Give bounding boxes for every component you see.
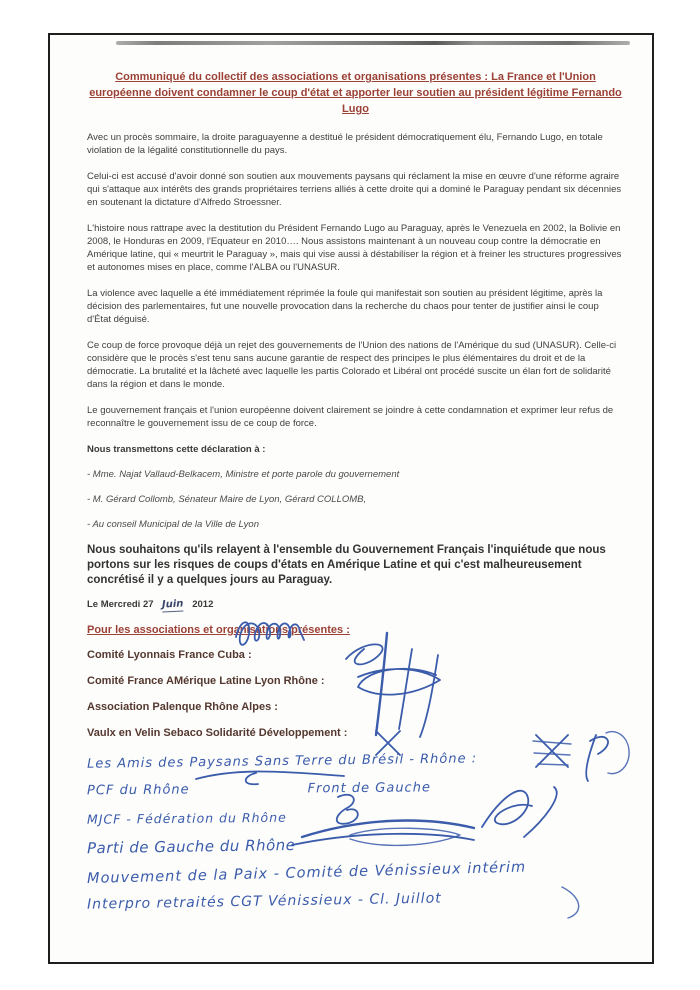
handwritten-line-mouvement-paix: Mouvement de la Paix - Comité de Vénissieux intérim — [86, 859, 527, 888]
org-label-sebaco: Vaulx en Velin Sebaco Solidarité Développement : — [87, 727, 348, 739]
handwritten-front-de-gauche: Front de Gauche — [307, 780, 431, 797]
org-label-palenque: Association Palenque Rhône Alpes : — [87, 701, 278, 713]
page-frame — [48, 33, 654, 964]
scan-artifact-line — [116, 41, 630, 45]
paragraph-1: Avec un procès sommaire, la droite paraguayenne a destitué le président démocratiquement élu, Fernando Lugo, en totale violation de la légalité constitutionnelle du pays. — [87, 132, 603, 156]
paragraph-6: Le gouvernement français et l'union européenne doivent clairement se joindre à cette condamnation et exprimer leur refus de reconnaître le gouvernement issu de ce coup de force. — [87, 405, 614, 429]
handwritten-line-amis-paysans: Les Amis des Paysans Sans Terre du Brésil - Rhône : — [86, 751, 478, 772]
handwritten-line-pcf-front — [87, 779, 624, 799]
handwritten-line-cgt: Interpro retraités CGT Vénissieux - Cl. Juillot — [86, 890, 442, 913]
date-year: 2012 — [192, 599, 214, 610]
recipient-line-1: - Mme. Najat Vallaud-Belkacem, Ministre et porte parole du gouvernement — [87, 469, 400, 480]
org-label-france-cuba: Comité Lyonnais France Cuba : — [87, 649, 252, 661]
bold-statement: Nous souhaitons qu'ils relayent à l'ensemble du Gouvernement Français l'inquiétude que nous portons sur les risques de coups d'états en Amérique Latine et qui c'est malheureusement concrétisé il y a quelques jours au Paraguay. — [87, 544, 606, 586]
recipient-line-3: - Au conseil Municipal de la Ville de Lyon — [87, 519, 259, 530]
org-label-amerique-latine: Comité France AMérique Latine Lyon Rhône : — [87, 675, 325, 687]
handwritten-line-mjcf: MJCF - Fédération du Rhône — [86, 809, 287, 827]
date-prefix: Le Mercredi 27 — [87, 599, 154, 610]
paragraph-3: L'histoire nous rattrape avec la destitution du Président Fernando Lugo au Paraguay, après le Venezuela en 2002, la Bolivie en 2008, le Honduras en 2009, l'Equateur en 2010…. Nous assistons maintenant à un nouveau coup contre la démocratie en Amérique latine, qui « meurtrit le Paraguay », mais qui vise aussi à déstabiliser la région et à freiner les structures progressives et autonomes mises en place, comme l'ALBA ou l'UNASUR. — [87, 223, 622, 273]
handwritten-signatures-block — [86, 751, 624, 913]
date-month-handwritten: Juin — [161, 598, 184, 611]
handwritten-line-parti-de-gauche: Parti de Gauche du Rhône — [86, 835, 296, 858]
document-title: Communiqué du collectif des associations et organisations présentes : La France et l'Union européenne doivent condamner le coup d'état et apporter leur soutien au président légitime Fernando Lugo — [89, 71, 622, 115]
paragraph-5: Ce coup de force provoque déjà un rejet des gouvernements de l'Union des nations de l'Amérique du sud (UNASUR). Celle-ci considère que le procès s'est tenu sans aucune garantie de respect des principes le plus élémentaires du droit et de la démocratie. La brutalité et la lâcheté avec laquelle les partis Colorado et Libéral ont procédé suscite un élan fort de solidarité dans la région et dans le monde. — [87, 340, 617, 390]
document-content — [87, 69, 624, 921]
paragraph-2: Celui-ci est accusé d'avoir donné son soutien aux mouvements paysans qui réclament la mise en œuvre d'une réforme agraire qui s'attaque aux intérêts des grands propriétaires terriens alliés à cette droite qui a dominé le Paraguay pendant six décennies en soutenant la dictature d'Alfredo Stroessner. — [87, 171, 622, 208]
recipient-line-2: - M. Gérard Collomb, Sénateur Maire de Lyon, Gérard COLLOMB, — [87, 494, 367, 505]
paragraph-4: La violence avec laquelle a été immédiatement réprimée la foule qui manifestait son soutien au président légitime, après la décision des parlementaires, fut une nouvelle provocation dans la recherche du chaos pour tenter de justifier ainsi le coup d'État déguisé. — [87, 288, 603, 325]
handwritten-pcf-rhone: PCF du Rhône — [86, 782, 190, 799]
date-line — [87, 598, 624, 612]
declaration-heading: Nous transmettons cette déclaration à : — [87, 444, 266, 455]
signatories-heading: Pour les associations et organisations présentes : — [87, 624, 350, 636]
